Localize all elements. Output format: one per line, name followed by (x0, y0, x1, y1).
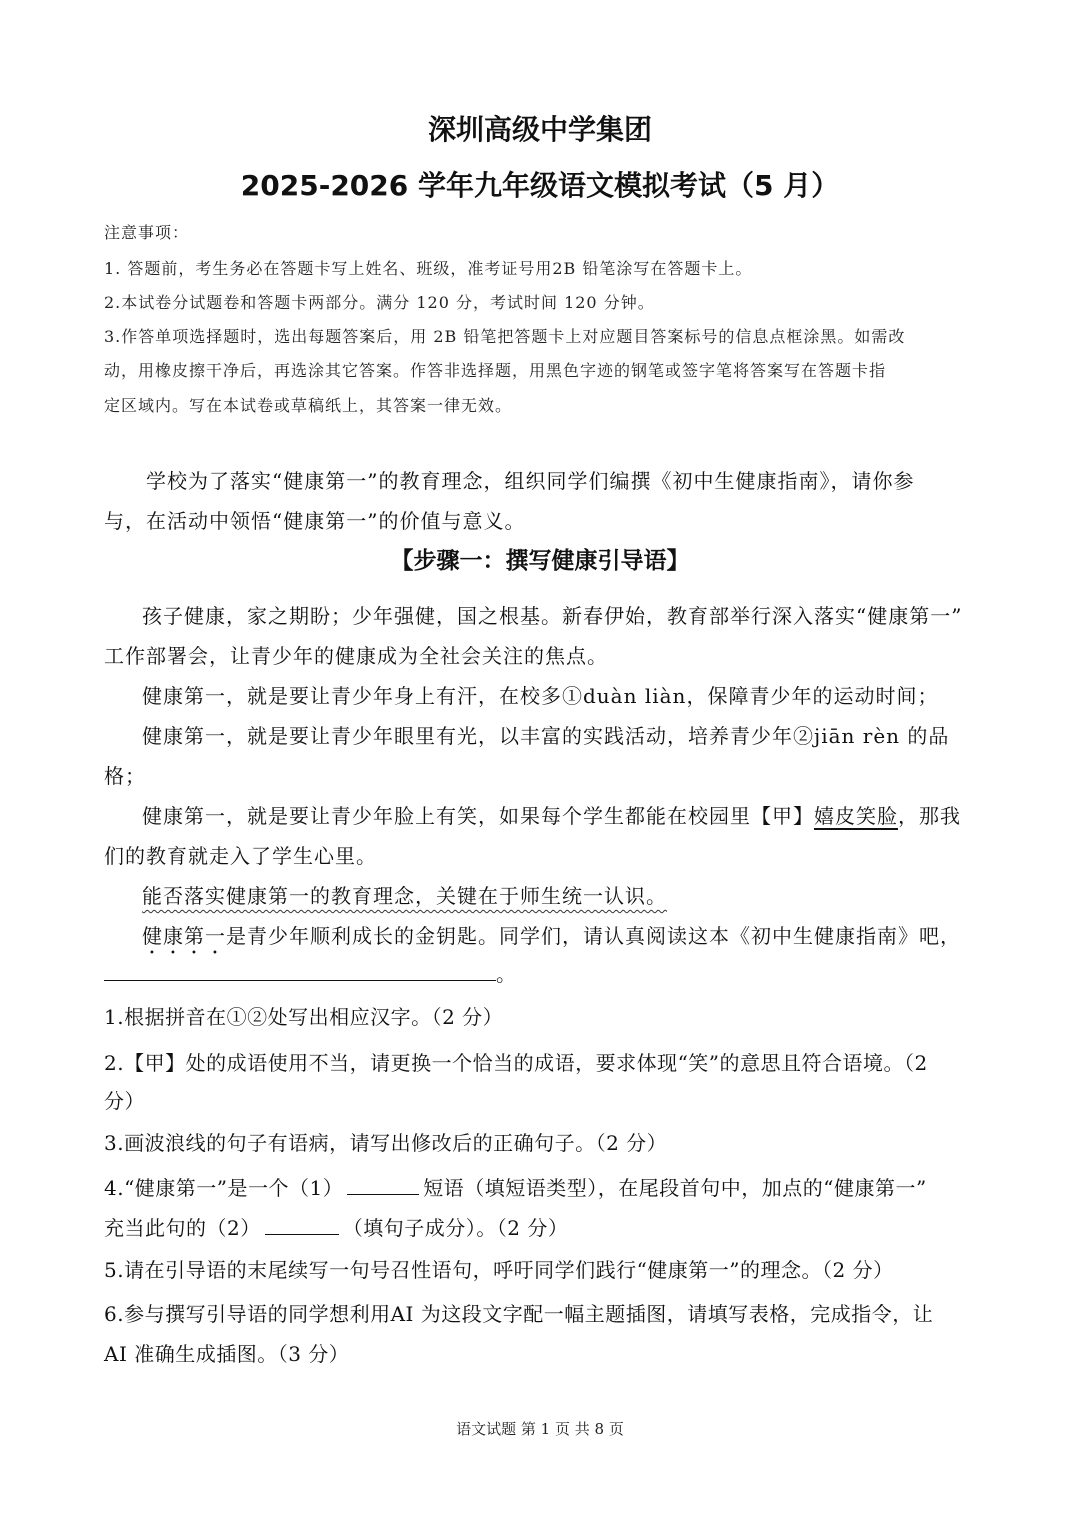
answer-blank[interactable] (104, 960, 496, 981)
notice-line-3: 3.作答单项选择题时，选出每题答案后，用 2B 铅笔把答题卡上对应题目答案标号的信息点框涂黑。如需改 (104, 327, 906, 346)
question-4-part-b: 短语（填短语类型），在尾段首句中，加点的“健康第一” (423, 1176, 927, 1200)
step1-heading: 【步骤一：撰写健康引导语】 (390, 548, 690, 574)
question-2-line-1: 2.【甲】处的成语使用不当，请更换一个恰当的成语，要求体现“笑”的意思且符合语境。（2 (104, 1051, 928, 1075)
question-4-part-c: 充当此句的（2） (104, 1216, 261, 1240)
question-4-line-1 (104, 1172, 927, 1201)
phrase-type-blank[interactable] (347, 1174, 419, 1195)
question-3: 3.画波浪线的句子有语病，请写出修改后的正确句子。（2 分） (104, 1131, 668, 1155)
question-6-line-1: 6.参与撰写引导语的同学想利用AI 为这段文字配一幅主题插图，请填写表格，完成指令，让 (104, 1302, 934, 1326)
last-paragraph-rest: 是青少年顺利成长的金钥匙。同学们，请认真阅读这本《初中生健康指南》吧， (226, 924, 961, 948)
exam-title: 2025-2026 学年九年级语文模拟考试（5 月） (240, 169, 840, 202)
page-footer: 语文试题 第 1 页 共 8 页 (456, 1420, 624, 1438)
answer-blank-line[interactable] (104, 958, 517, 987)
intro-line-2: 与，在活动中领悟“健康第一”的价值与意义。 (104, 509, 526, 533)
notice-line-1: 1. 答题前，考生务必在答题卡写上姓名、班级，准考证号用2B 铅笔涂写在答题卡上。 (104, 259, 753, 278)
p4-line-2: 们的教育就走入了学生心里。 (104, 844, 377, 868)
wavy-sentence-line (142, 880, 667, 909)
underlined-idiom: 嬉皮笑脸 (814, 804, 898, 828)
sentence-component-blank[interactable] (265, 1214, 339, 1235)
notice-line-2: 2.本试卷分试题卷和答题卡两部分。满分 120 分，考试时间 120 分钟。 (104, 293, 655, 312)
p1-line-1: 孩子健康，家之期盼；少年强健，国之根基。新春伊始，教育部举行深入落实“健康第一” (142, 604, 963, 628)
last-paragraph-line (142, 920, 961, 959)
p4-line-1-start: 健康第一，就是要让青少年脸上有笑，如果每个学生都能在校园里【甲】 (142, 804, 814, 828)
notice-heading: 注意事项： (104, 223, 190, 242)
question-5: 5.请在引导语的末尾续写一句号召性语句，呼吁同学们践行“健康第一”的理念。（2 分） (104, 1258, 894, 1282)
p3-line-1: 健康第一，就是要让青少年眼里有光，以丰富的实践活动，培养青少年②jiān rèn 的品 (142, 724, 950, 748)
p1-line-2: 工作部署会，让青少年的健康成为全社会关注的焦点。 (104, 644, 608, 668)
p4-line-1 (142, 800, 961, 829)
p2-line: 健康第一，就是要让青少年身上有汗，在校多①duàn liàn，保障青少年的运动时间； (142, 684, 939, 708)
question-2-line-2: 分） (104, 1089, 145, 1113)
question-4-part-d: （填句子成分）。（2 分） (342, 1216, 569, 1240)
wavy-underlined-sentence: 能否落实健康第一的教育理念，关键在于师生统一认识。 (142, 884, 667, 908)
question-1: 1.根据拼音在①②处写出相应汉字。（2 分） (104, 1005, 504, 1029)
question-4-part-a: 4.“健康第一”是一个（1） (104, 1176, 344, 1200)
p4-line-1-end: ，那我 (898, 804, 961, 828)
answer-blank-end: 。 (496, 962, 517, 986)
school-title: 深圳高级中学集团 (427, 113, 652, 146)
notice-line-5: 定区域内。写在本试卷或草稿纸上，其答案一律无效。 (104, 396, 513, 415)
question-4-line-2 (104, 1212, 568, 1241)
question-6-line-2: AI 准确生成插图。（3 分） (104, 1342, 350, 1366)
notice-line-4: 动，用橡皮擦干净后，再选涂其它答案。作答非选择题，用黑色字迹的钢笔或签字笔将答案写在答题卡指 (104, 361, 887, 380)
dotted-phrase: 健康第一 (142, 924, 226, 948)
intro-line-1: 学校为了落实“健康第一”的教育理念，组织同学们编撰《初中生健康指南》，请你参 (146, 469, 915, 493)
p3-line-2: 格； (104, 764, 146, 788)
